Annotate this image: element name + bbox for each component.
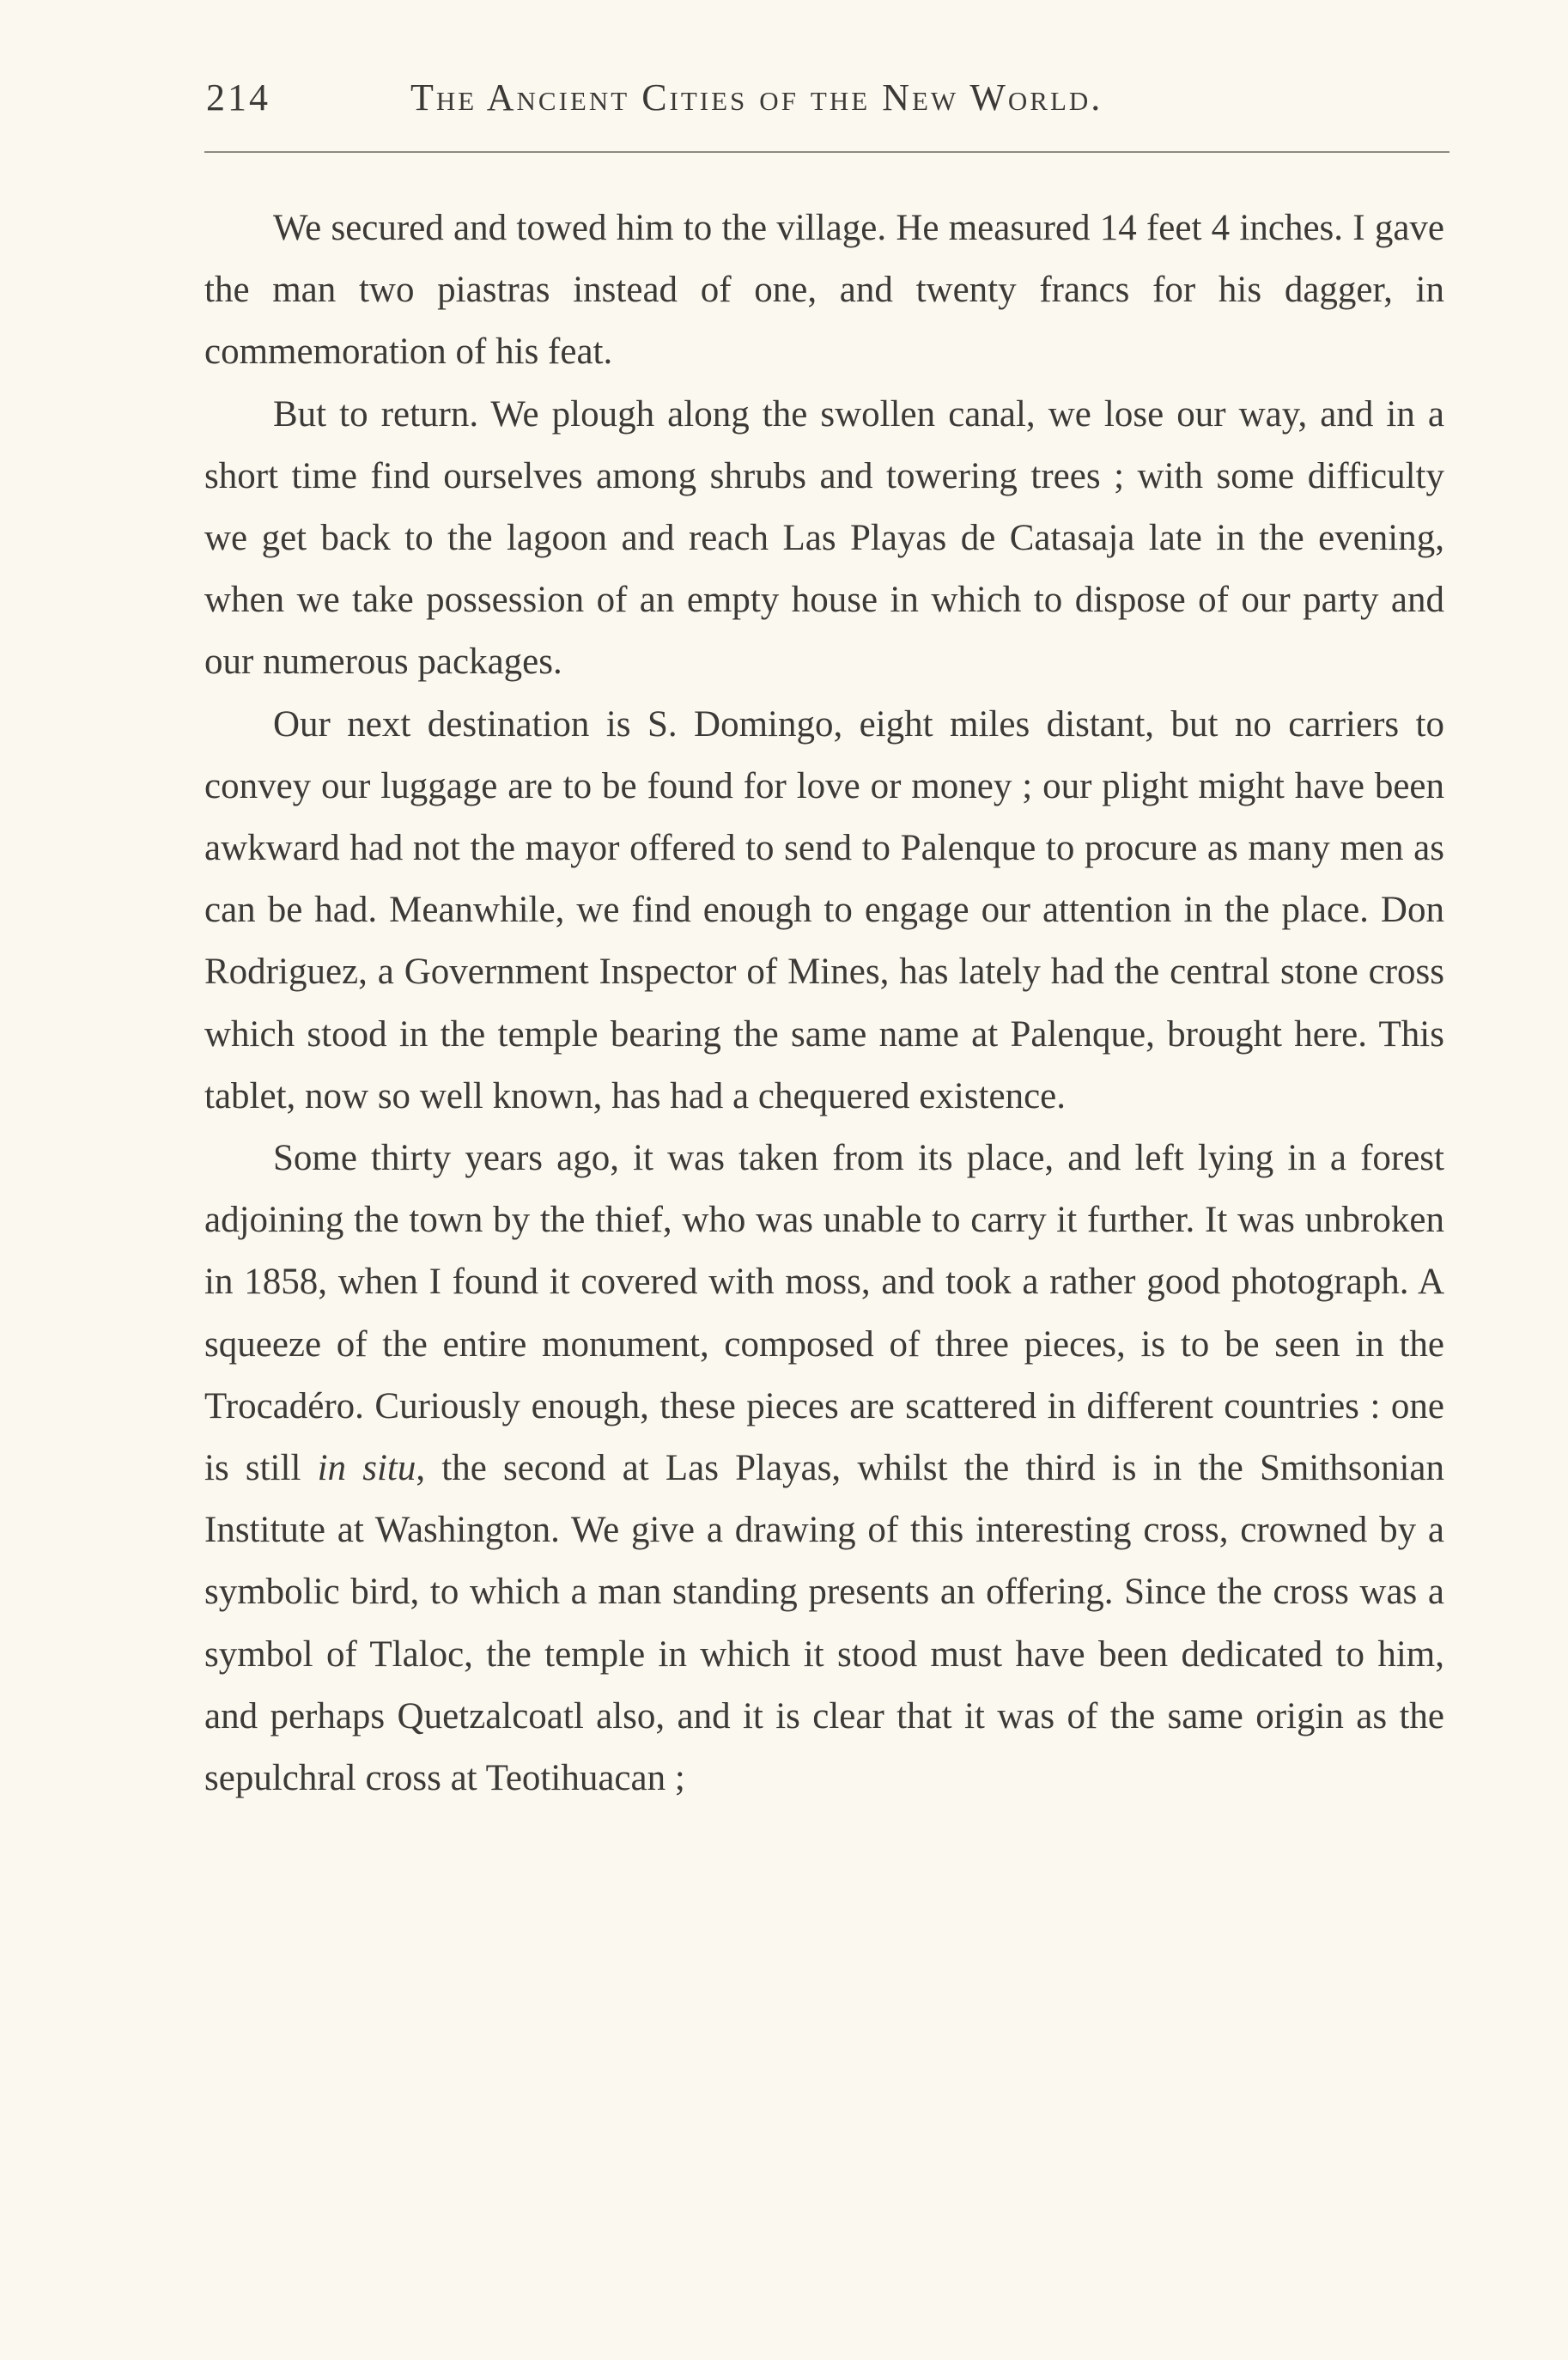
paragraph-santo-domingo: Our next destination is S. Domingo, eight miles distant, but no carriers to convey our luggage are to be found for love or money ; our plight might have been awkward had not the mayor offered to send to Palenque to procure as many men as can be had. Meanwhile, we find enough to engage our attention in the place. Don Rodriguez, a Government Inspector of Mines, has lately had the central stone cross which stood in the temple bearing the same name at Palenque, brought here. This tablet, now so well known, has had a chequered existence. [204,703,1444,1116]
paragraph-crocodile-end: We secured and towed him to the village. He measured 14 feet 4 inches. I gave the man two piastras instead of one, and twenty francs for his dagger, in commemoration of his feat. [204,208,1444,373]
body-text [204,198,1444,1810]
page-number: 214 [206,76,270,119]
italic-phrase: in situ [317,1448,416,1489]
paragraph-palenque-cross [204,1128,1444,1810]
running-title: The Ancient Cities of the New World. [410,76,1103,119]
paragraph-return-to-lagoon: But to return. We plough along the swollen canal, we lose our way, and in a short time find ourselves among shrubs and towering trees ; with some difficulty we get back to the lagoon and reach Las Playas de Catasaja late in the evening, when we take possession of an empty house in which to dispose of our party and our numerous packages. [204,393,1444,683]
header-rule [204,151,1449,153]
paragraph-text-before-italic: Some thirty years ago, it was taken from its place, and left lying in a forest adjoining the town by the thief, who was unable to carry it further. It was unbroken in 1858, when I found it covered with moss, and took a rather good photograph. A squeeze of the entire monument, composed of three pieces, is to be seen in the Trocadéro. Curiously enough, these pieces are scattered in different countries : one is still [204,1138,1444,1489]
running-head [206,76,1443,136]
paragraph-text-after-italic: , the second at Las Playas, whilst the third is in the Smithsonian Institute at Washington. We give a drawing of this interesting cross, crowned by a symbolic bird, to which a man standing presents an offering. Since the cross was a symbol of Tlaloc, the temple in which it stood must have been dedicated to him, and perhaps Quetzalcoatl also, and it is clear that it was of the same origin as the sepulchral cross at Teotihuacan ; [204,1448,1445,1799]
